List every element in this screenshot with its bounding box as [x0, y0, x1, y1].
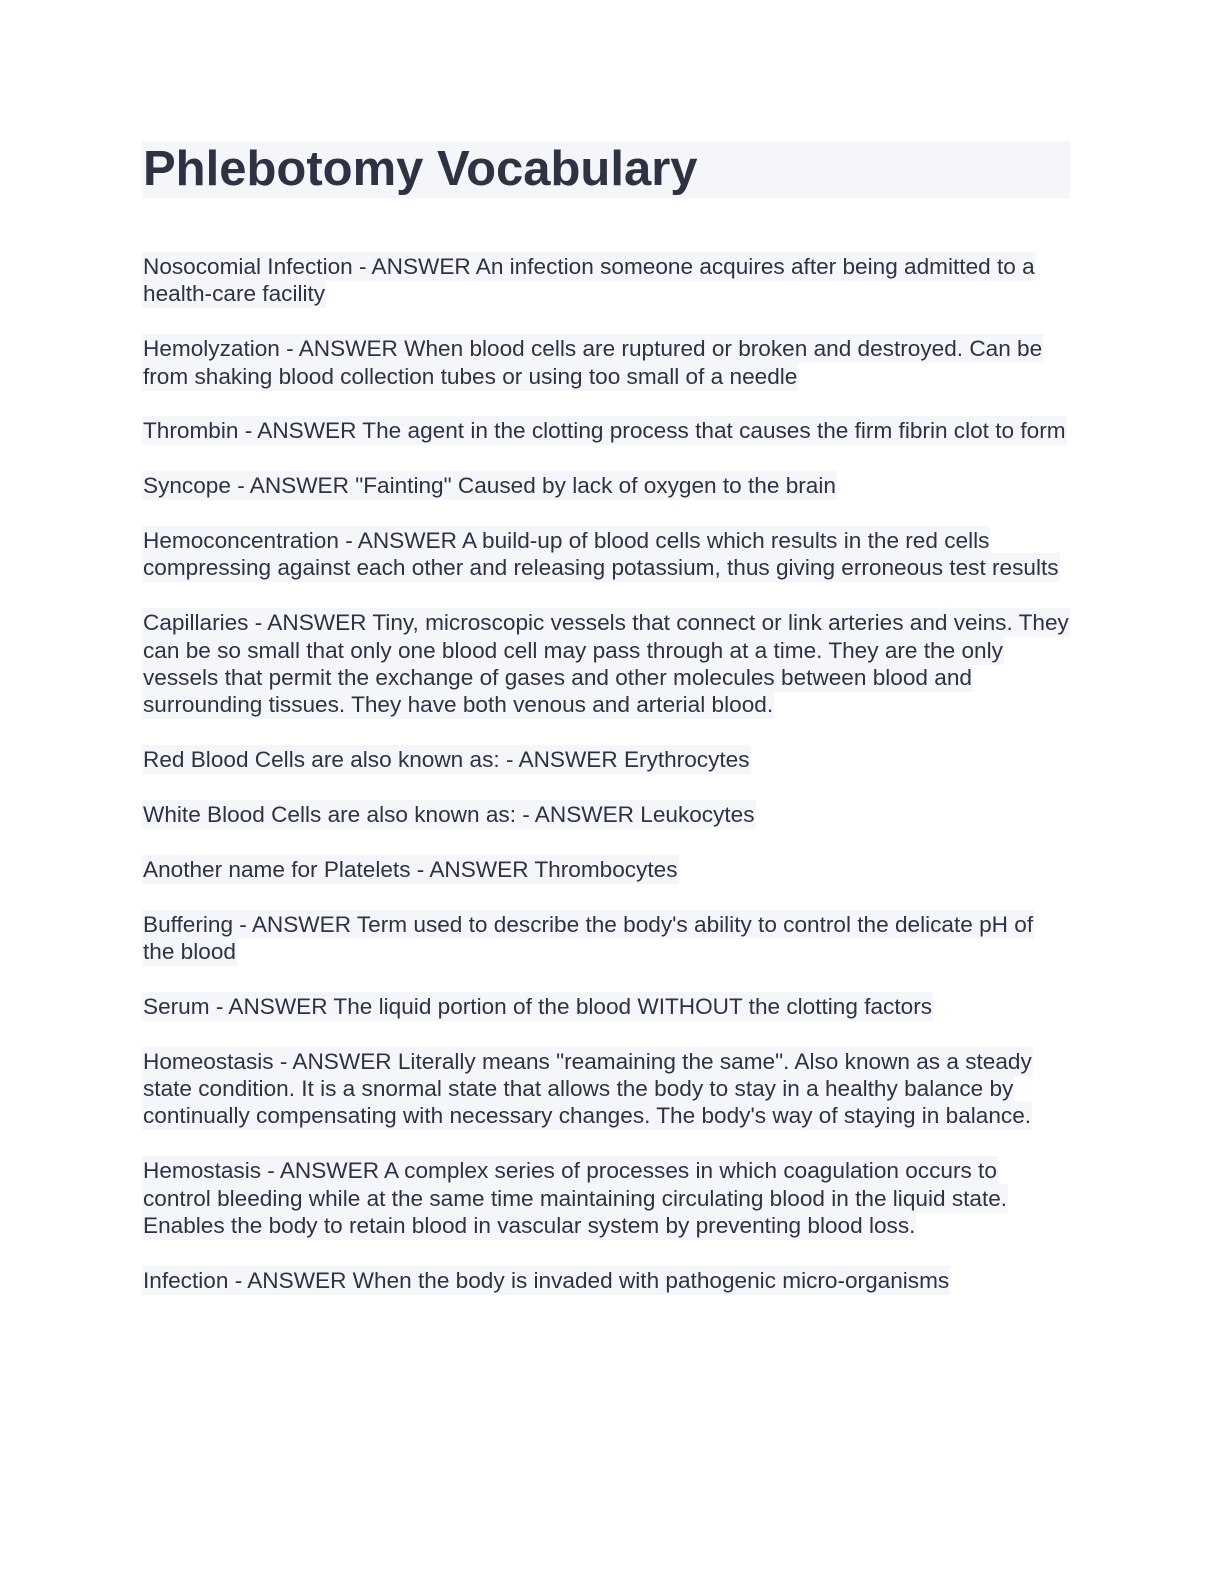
vocabulary-entry: [142, 253, 1070, 308]
vocabulary-list: [142, 253, 1070, 1294]
vocabulary-entry: [142, 417, 1070, 444]
vocabulary-entry: [142, 993, 1070, 1020]
entry-text: Syncope - ANSWER "Fainting" Caused by lack of oxygen to the brain: [143, 473, 836, 499]
entry-text: Infection - ANSWER When the body is invaded with pathogenic micro-organisms: [143, 1267, 950, 1293]
entry-text: Serum - ANSWER The liquid portion of the blood WITHOUT the clotting factors: [143, 993, 933, 1019]
entry-text: Another name for Platelets - ANSWER Thrombocytes: [143, 856, 678, 882]
vocabulary-entry: [142, 746, 1070, 773]
document-page: [142, 141, 1070, 1322]
entry-text: Buffering - ANSWER Term used to describe the body's ability to control the delicate pH of the blood: [143, 911, 1034, 965]
vocabulary-entry: [142, 911, 1070, 966]
entry-text: Capillaries - ANSWER Tiny, microscopic vessels that connect or link arteries and veins. They can be so small that only one blood cell may pass through at a time. They are the only vessels that permit the exchange of gases and other molecules between blood and surrounding tissues. They have both venous and arterial blood.: [143, 610, 1069, 718]
vocabulary-entry: [142, 1267, 1070, 1294]
vocabulary-entry: [142, 1157, 1070, 1239]
vocabulary-entry: [142, 472, 1070, 499]
entry-text: Hemolyzation - ANSWER When blood cells are ruptured or broken and destroyed. Can be from shaking blood collection tubes or using too small of a needle: [143, 336, 1043, 389]
vocabulary-entry: [142, 1048, 1070, 1130]
page-title: Phlebotomy Vocabulary: [143, 142, 698, 196]
vocabulary-entry: [142, 527, 1070, 582]
entry-text: Nosocomial Infection - ANSWER An infection someone acquires after being admitted to a health-care facility: [143, 254, 1035, 307]
vocabulary-entry: [142, 856, 1070, 883]
entry-text: Homeostasis - ANSWER Literally means "reamaining the same". Also known as a steady state condition. It is a snormal state that allows the body to stay in a healthy balance by continually compensating with necessary changes. The body's way of staying in balance.: [143, 1048, 1032, 1129]
title-block: [142, 141, 1070, 198]
vocabulary-entry: [142, 801, 1070, 828]
entry-text: Hemoconcentration - ANSWER A build-up of blood cells which results in the red cells compressing against each other and releasing potassium, thus giving erroneous test results: [143, 528, 1059, 581]
entry-text: Red Blood Cells are also known as: - ANSWER Erythrocytes: [143, 747, 750, 773]
vocabulary-entry: [142, 335, 1070, 390]
entry-text: Hemostasis - ANSWER A complex series of processes in which coagulation occurs to control bleeding while at the same time maintaining circulating blood in the liquid state. Enables the body to retain blood in vascular system by preventing blood loss.: [143, 1158, 1008, 1239]
entry-text: White Blood Cells are also known as: - ANSWER Leukocytes: [143, 802, 755, 828]
entry-text: Thrombin - ANSWER The agent in the clotting process that causes the firm fibrin clot to form: [143, 418, 1066, 444]
vocabulary-entry: [142, 609, 1070, 719]
